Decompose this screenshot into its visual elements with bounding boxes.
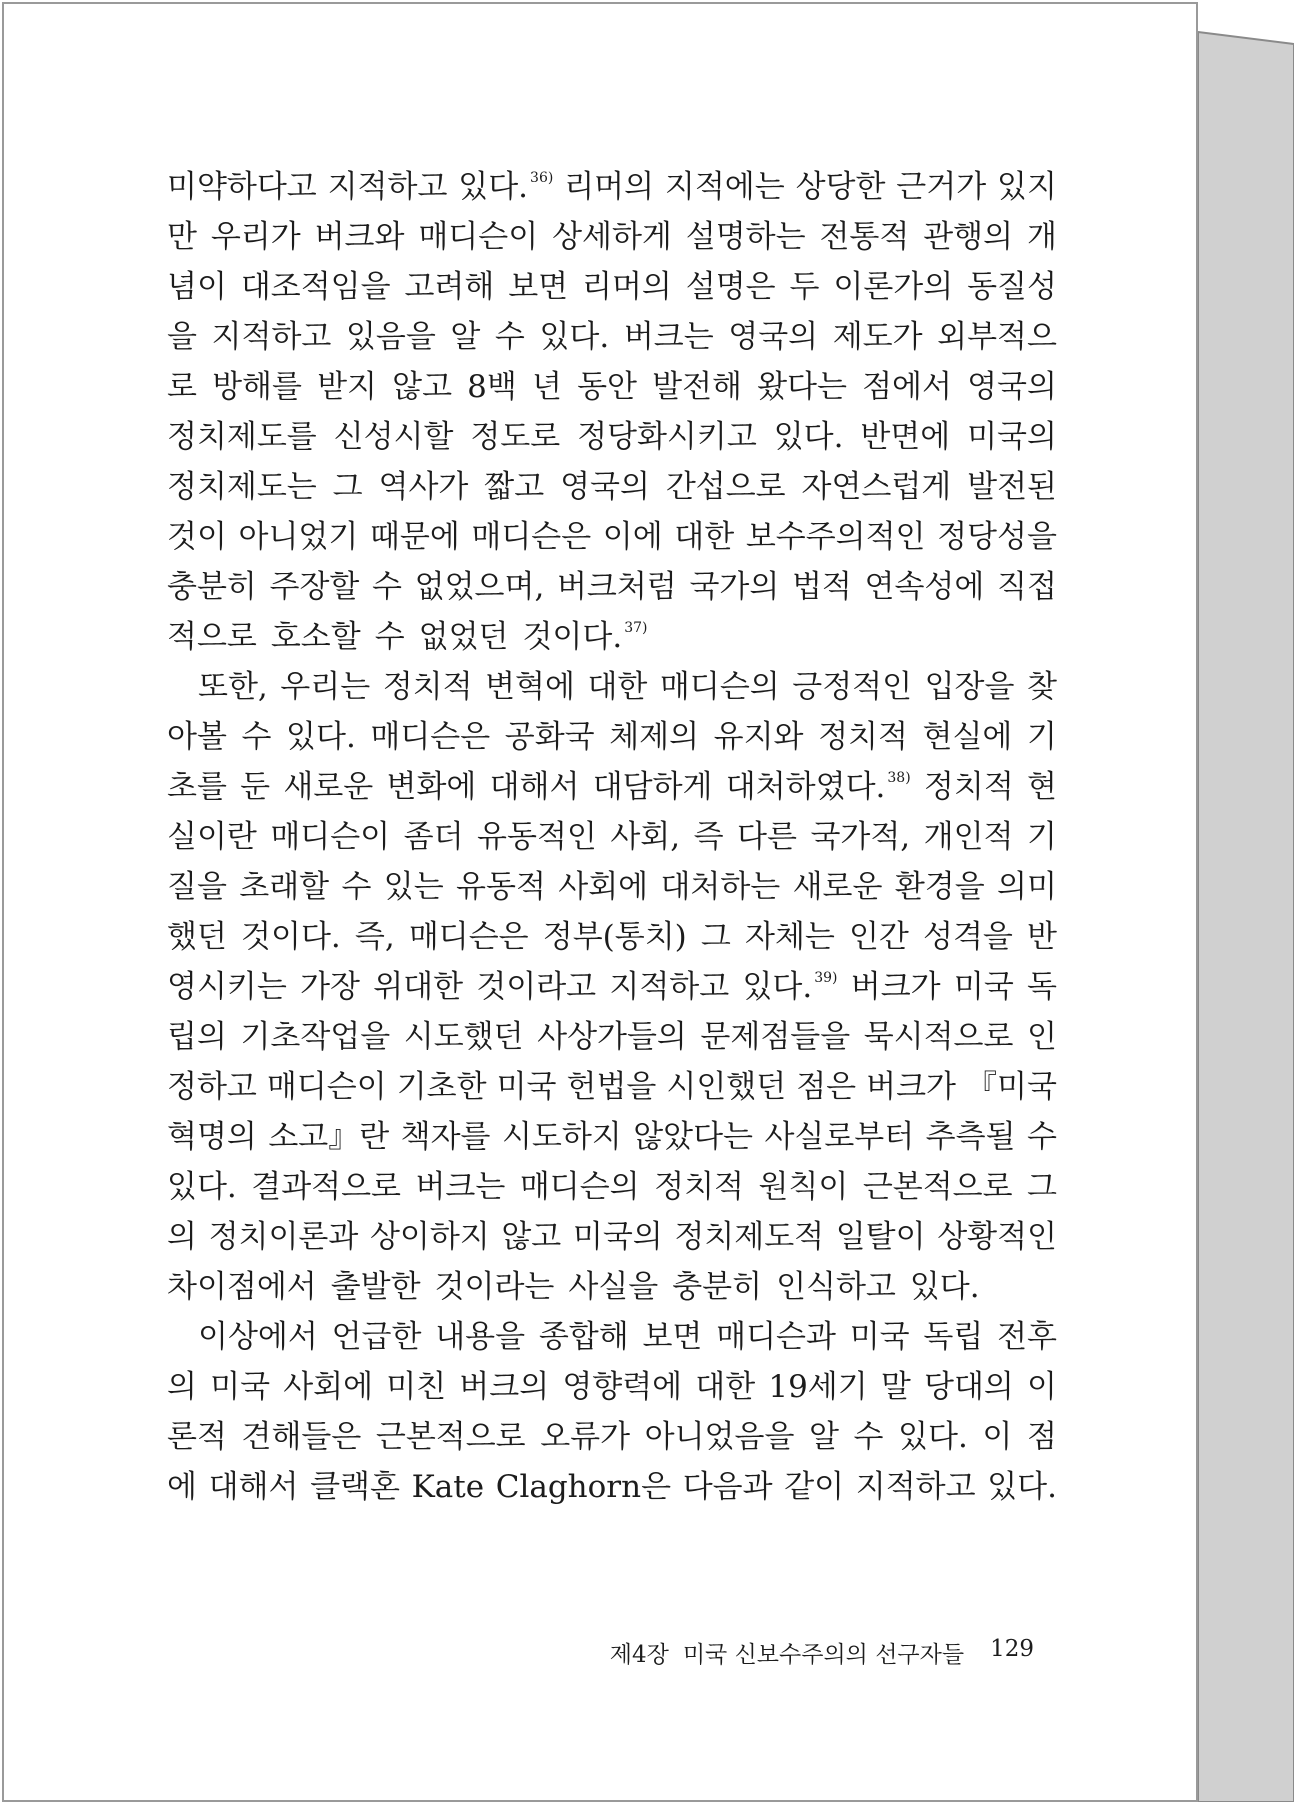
- word: 지적하고: [327, 169, 448, 205]
- text-line: [167, 912, 1057, 962]
- word: 관행의: [923, 219, 1014, 255]
- word: 정치제도적: [674, 1219, 825, 1255]
- word: 클랙혼: [310, 1469, 400, 1505]
- word: 입장을: [924, 669, 1015, 705]
- word: 견해들은: [241, 1419, 362, 1455]
- footnote-marker: 38): [887, 769, 911, 786]
- word: 아니었기: [238, 519, 359, 555]
- word: 대처하는: [660, 869, 781, 905]
- word: Kate: [411, 1469, 485, 1505]
- word: 사회,: [610, 819, 681, 855]
- word: 당대의: [924, 1369, 1014, 1405]
- text-line: [167, 1012, 1057, 1062]
- word: 대한: [674, 519, 735, 555]
- word: 있음을: [345, 319, 436, 355]
- word: 지적하고: [855, 1469, 976, 1505]
- word: 충분히: [167, 569, 257, 605]
- word: 매디슨과: [716, 1319, 836, 1355]
- text-line: [167, 462, 1057, 512]
- word: 리머의: [564, 169, 655, 205]
- word: 보면: [642, 1319, 703, 1355]
- word: 혁명의: [167, 1119, 257, 1155]
- word: 공화국: [504, 719, 595, 755]
- word: 년: [531, 369, 562, 405]
- word: 결과적으로: [251, 1169, 401, 1205]
- word: 긍정적인: [792, 669, 913, 705]
- word: 근거가: [896, 169, 987, 205]
- word: 신성시할: [333, 419, 454, 455]
- word: 받지: [317, 369, 377, 405]
- word: 립의: [167, 1019, 227, 1055]
- word: 수: [341, 869, 372, 905]
- word: 수: [1026, 1119, 1057, 1155]
- word: 버크는: [415, 1169, 506, 1205]
- text-line: [167, 712, 1057, 762]
- word: 변화에: [386, 769, 477, 805]
- word: 직접: [997, 569, 1057, 605]
- word: 간섭으로: [665, 469, 786, 505]
- text-line: [167, 812, 1057, 862]
- word: 있다.: [286, 719, 356, 755]
- word: 상세하게: [552, 219, 672, 255]
- word: 버크가: [850, 969, 941, 1005]
- word: 것이: [167, 519, 227, 555]
- word: 지적하고: [609, 969, 730, 1005]
- word: 내용을: [435, 1319, 526, 1355]
- word: 것이다.: [241, 919, 341, 955]
- text-line: [167, 1262, 1057, 1312]
- word: 매디슨이: [270, 819, 391, 855]
- text-line: [167, 412, 1057, 462]
- word: 현: [1027, 769, 1057, 805]
- word: 론적: [167, 1419, 227, 1455]
- word: 대해서: [208, 1469, 299, 1505]
- word: 버크는: [623, 319, 714, 355]
- word: 사회에: [558, 869, 649, 905]
- word: 대한: [587, 669, 648, 705]
- word: 또한,: [198, 669, 268, 705]
- word: 수: [241, 719, 272, 755]
- word: 유지와: [713, 719, 804, 755]
- word: 정치적: [818, 719, 908, 755]
- word: 좀더: [403, 819, 464, 855]
- word: 점: [1026, 1419, 1057, 1455]
- word: 영향력에: [562, 1369, 683, 1405]
- text-line: [167, 562, 1057, 612]
- word: 있다.: [898, 1419, 968, 1455]
- word: 전통적: [819, 219, 910, 255]
- word: 에: [167, 1469, 197, 1505]
- text-line: [167, 162, 1057, 212]
- word: 국가의: [689, 569, 780, 605]
- word: 가장: [300, 969, 360, 1005]
- word: 찾: [1027, 669, 1057, 705]
- word: 의: [167, 1219, 197, 1255]
- running-footer: [574, 1636, 1034, 1669]
- word: 기: [1027, 819, 1057, 855]
- word: 있다.: [987, 1469, 1057, 1505]
- word: 있지: [997, 169, 1057, 205]
- word: 보수주의적인: [745, 519, 926, 555]
- footer-title: 미국 신보수주의의 선구자들: [682, 1642, 965, 1668]
- word: 현실에: [922, 719, 1013, 755]
- word: 있다.: [167, 1169, 237, 1205]
- word: 이상에서: [198, 1319, 318, 1355]
- word: 왔다는: [757, 369, 847, 405]
- word: 영시키는: [167, 969, 287, 1005]
- word: 있다. $^{36)}$: [458, 169, 554, 205]
- word: 보면: [508, 269, 569, 305]
- word: 기초한: [396, 1069, 487, 1105]
- word: 고려해: [404, 269, 495, 305]
- text-line: [167, 1162, 1057, 1212]
- word: 미국: [849, 1319, 910, 1355]
- book-page: [2, 2, 1198, 1802]
- word: 19세기: [768, 1369, 868, 1405]
- word: 주장할: [269, 569, 360, 605]
- word: 질을: [167, 869, 227, 905]
- word: 정당성을: [937, 519, 1057, 555]
- word: 이에: [602, 519, 663, 555]
- word: 문제점들을: [700, 1019, 851, 1055]
- word: 이: [1027, 1369, 1057, 1405]
- word: 우리가: [210, 219, 301, 255]
- word: 수: [374, 619, 405, 655]
- word: 근본적으로: [862, 1169, 1013, 1205]
- word: 알: [808, 1419, 839, 1455]
- text-line: [167, 1312, 1057, 1362]
- word: 역사가: [378, 469, 469, 505]
- word: 출발한: [330, 1269, 421, 1305]
- page-number: 129: [990, 1636, 1034, 1662]
- text-line: [167, 962, 1057, 1012]
- word: 사회에: [283, 1369, 374, 1405]
- word: 대한: [695, 1369, 756, 1405]
- word: 근본적으로: [375, 1419, 526, 1455]
- body-text: [167, 162, 1057, 1512]
- text-line: [167, 512, 1057, 562]
- word: 즉,: [354, 919, 395, 955]
- word: 발전된: [967, 469, 1057, 505]
- word: 정치적: [654, 1169, 744, 1205]
- word: 위대한: [373, 969, 464, 1005]
- word: 대해서: [489, 769, 580, 805]
- word: 설명하는: [685, 219, 806, 255]
- text-line: [167, 1362, 1057, 1412]
- word: 종합해: [538, 1319, 629, 1355]
- text-line: [167, 212, 1057, 262]
- word: 그: [700, 919, 731, 955]
- text-line: [167, 1112, 1057, 1162]
- word: 연속성에: [864, 569, 985, 605]
- word: 미친: [386, 1369, 447, 1405]
- word: 매디슨은: [370, 719, 491, 755]
- word: 매디슨의: [659, 669, 780, 705]
- footnote-marker: 37): [624, 619, 648, 636]
- word: 아볼: [167, 719, 227, 755]
- word: 둔: [240, 769, 271, 805]
- text-line: [167, 362, 1057, 412]
- footer-chapter: 제4장: [609, 1642, 669, 1668]
- word: 기초작업을: [240, 1019, 391, 1055]
- word: 우리는: [280, 669, 371, 705]
- word: 지적하고: [211, 319, 332, 355]
- word: 점에서: [862, 369, 952, 405]
- word: 다음과: [682, 1469, 773, 1505]
- word: 영국의: [560, 469, 650, 505]
- word: 리머의: [582, 269, 672, 305]
- word: 법적: [791, 569, 852, 605]
- word: 실이란: [167, 819, 257, 855]
- text-line: [167, 312, 1057, 362]
- word: 것이다. $^{37)}$: [522, 619, 648, 655]
- footnote-marker: 36): [530, 169, 554, 186]
- word: 매디슨이: [418, 219, 539, 255]
- word: 을: [167, 319, 197, 355]
- word: 알: [450, 319, 481, 355]
- word: 상황적인: [937, 1219, 1057, 1255]
- word: 제도가: [832, 319, 923, 355]
- word: 자연스럽게: [801, 469, 952, 505]
- word: 변혁에: [485, 669, 575, 705]
- book-spine: [1198, 2, 1294, 1802]
- word: 같이: [784, 1469, 845, 1505]
- word: 체제의: [609, 719, 700, 755]
- text-line: [167, 862, 1057, 912]
- word: 언급한: [331, 1319, 422, 1355]
- word: 기: [1026, 719, 1057, 755]
- word: 시인했던: [666, 1069, 787, 1105]
- word: 상당한: [795, 169, 886, 205]
- word: 독립: [923, 1319, 984, 1355]
- word: 독: [1027, 969, 1057, 1005]
- word: 새로운: [792, 869, 883, 905]
- word: 사실을: [568, 1269, 659, 1305]
- spine-face: [1198, 32, 1294, 1802]
- word: 정치제도를: [167, 419, 317, 455]
- word: 충분히: [672, 1269, 763, 1305]
- word: 정치이론과: [208, 1219, 359, 1255]
- word: 두: [789, 269, 820, 305]
- word: 즉: [693, 819, 724, 855]
- word: 미국: [953, 969, 1014, 1005]
- word: 정부(통치): [542, 919, 687, 955]
- word: 국가적,: [810, 819, 911, 855]
- word: 『미국: [966, 1069, 1057, 1105]
- word: 것이라는: [434, 1269, 555, 1305]
- word: 있다. $^{39)}$: [742, 969, 838, 1005]
- word: 초래할: [239, 869, 330, 905]
- word: 정당화시키고: [577, 419, 757, 455]
- text-line: [167, 662, 1057, 712]
- text-line: [167, 1412, 1057, 1462]
- word: 버크와: [314, 219, 405, 255]
- text-line: [167, 1062, 1057, 1112]
- word: 오류가: [540, 1419, 631, 1455]
- word: 있다.: [773, 419, 844, 455]
- word: 사실로부터: [764, 1119, 915, 1155]
- text-line: [167, 1462, 1057, 1512]
- word: 상이하지: [369, 1219, 490, 1255]
- word: 미약하다고: [167, 169, 317, 205]
- word: 정치적: [382, 669, 473, 705]
- word: 개인적: [923, 819, 1014, 855]
- word: 동질성: [967, 269, 1057, 305]
- word: 미국: [496, 1069, 557, 1105]
- word: 정치제도는: [167, 469, 317, 505]
- word: 수: [372, 569, 402, 605]
- word: 정치적: [923, 769, 1014, 805]
- word: 수: [853, 1419, 884, 1455]
- word: 이론가의: [833, 269, 954, 305]
- word: 대조적임을: [240, 269, 391, 305]
- word: 않았다는: [633, 1119, 753, 1155]
- word: 호소할: [270, 619, 361, 655]
- word: 책자를: [400, 1119, 491, 1155]
- word: 초를: [167, 769, 227, 805]
- word: 방해를: [212, 369, 302, 405]
- footnote-marker: 39): [814, 969, 838, 986]
- word: 유동적인: [477, 819, 597, 855]
- word: 일탈이: [835, 1219, 926, 1255]
- word: 것이라고: [476, 969, 597, 1005]
- word: 영국의: [967, 369, 1057, 405]
- word: 있는: [383, 869, 444, 905]
- text-line: [167, 262, 1057, 312]
- word: 정도로: [470, 419, 561, 455]
- word: 시도하지: [501, 1119, 622, 1155]
- word: 반면에: [860, 419, 951, 455]
- word: 이: [982, 1419, 1013, 1455]
- word: 원칙이: [758, 1169, 849, 1205]
- word: 그: [332, 469, 363, 505]
- word: 유동적: [456, 869, 546, 905]
- word: 버크처럼: [556, 569, 677, 605]
- word: 때문에: [369, 519, 460, 555]
- word: 버크가: [866, 1069, 956, 1105]
- word: 추측될: [925, 1119, 1016, 1155]
- word: 매디슨의: [519, 1169, 640, 1205]
- word: 짧고: [484, 469, 545, 505]
- word: 외부적으: [937, 319, 1057, 355]
- word: 사상가들의: [537, 1019, 687, 1055]
- word: 차이점에서: [167, 1269, 317, 1305]
- word: 만: [167, 219, 197, 255]
- word: 미국의: [967, 419, 1057, 455]
- word: 개: [1026, 219, 1057, 255]
- word: 인식하고: [776, 1269, 896, 1305]
- word: 없었으며,: [414, 569, 545, 605]
- word: 미국의: [572, 1219, 663, 1255]
- word: 성격을: [923, 919, 1013, 955]
- word: 있다.: [539, 319, 610, 355]
- word: 반: [1027, 919, 1057, 955]
- word: 했던: [167, 919, 227, 955]
- word: 그: [1027, 1169, 1057, 1205]
- word: 있다.: [909, 1269, 980, 1305]
- word: 않고: [501, 1219, 562, 1255]
- word: 말: [880, 1369, 911, 1405]
- word: 새로운: [283, 769, 374, 805]
- text-line: [167, 612, 1057, 662]
- word: 지적에는: [664, 169, 785, 205]
- word: 인: [1027, 1019, 1057, 1055]
- word: 환경을: [894, 869, 985, 905]
- word: 헌법을: [566, 1069, 657, 1105]
- text-line: [167, 762, 1057, 812]
- word: 다른: [737, 819, 797, 855]
- word: 념이: [167, 269, 227, 305]
- word: 인간: [848, 919, 909, 955]
- word: Claghorn은: [495, 1469, 672, 1505]
- word: 소고』란: [268, 1119, 390, 1155]
- word: 아니었음을: [644, 1419, 795, 1455]
- word: 매디슨이: [266, 1069, 387, 1105]
- word: 전후: [997, 1319, 1057, 1355]
- word: 적으로: [167, 619, 257, 655]
- word: 대처하였다. $^{38)}$: [725, 769, 911, 805]
- word: 발전해: [652, 369, 742, 405]
- word: 미국: [210, 1369, 271, 1405]
- word: 동안: [577, 369, 637, 405]
- word: 정하고: [167, 1069, 257, 1105]
- word: 자체는: [745, 919, 835, 955]
- word: 의: [167, 1369, 197, 1405]
- word: 점은: [796, 1069, 857, 1105]
- text-line: [167, 1212, 1057, 1262]
- word: 대담하게: [592, 769, 713, 805]
- word: 버크의: [459, 1369, 550, 1405]
- word: 설명은: [685, 269, 776, 305]
- word: 않고: [392, 369, 453, 405]
- word: 의미: [997, 869, 1057, 905]
- word: 없었던: [418, 619, 509, 655]
- word: 8백: [467, 369, 517, 405]
- word: 수: [494, 319, 525, 355]
- word: 매디슨은: [408, 919, 529, 955]
- word: 로: [167, 369, 197, 405]
- word: 묵시적으로: [863, 1019, 1014, 1055]
- word: 영국의: [728, 319, 819, 355]
- word: 시도했던: [403, 1019, 524, 1055]
- word: 매디슨은: [471, 519, 592, 555]
